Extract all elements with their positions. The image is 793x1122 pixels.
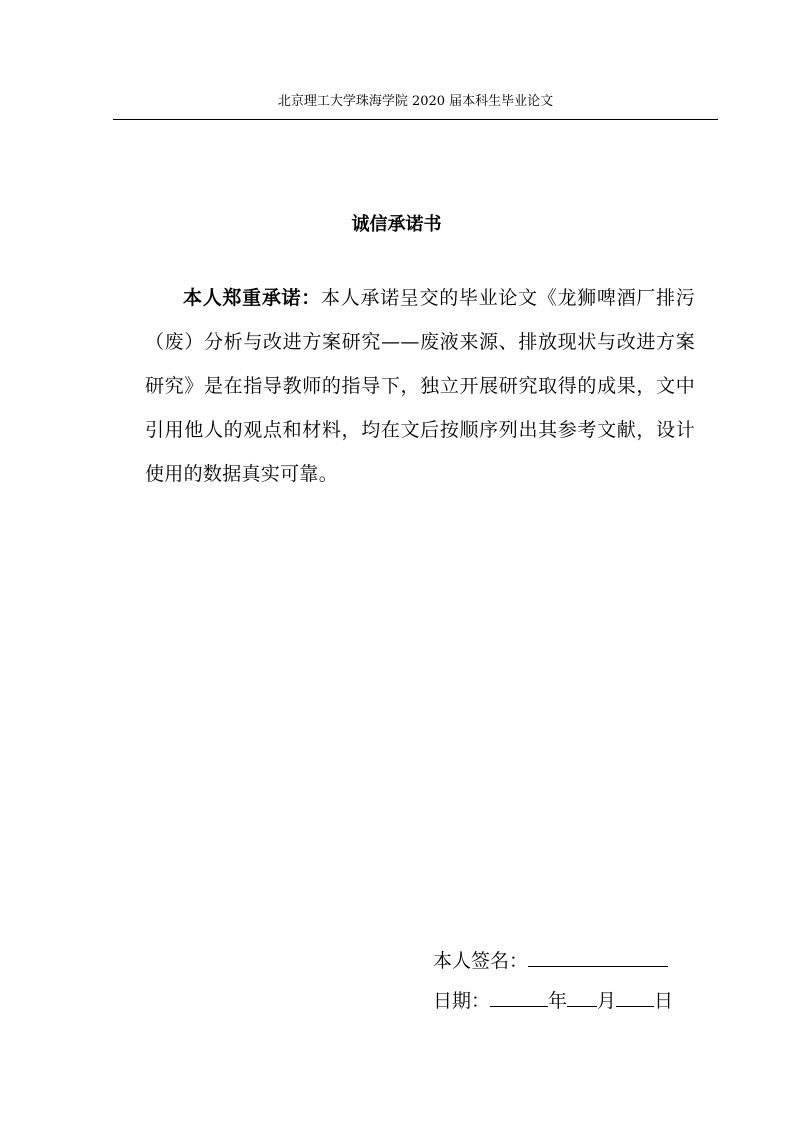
year-blank[interactable] [490,980,548,1007]
pledge-lead: 本人郑重承诺： [183,287,321,309]
signature-row [433,940,673,976]
pledge-body: 本人承诺呈交的毕业论文《龙狮啤酒厂排污（废）分析与改进方案研究——废液来源、排放现状与改进方案研究》是在指导教师的指导下，独立开展研究取得的成果，文中引用他人的观点和材料，均在文后按顺序列出其参考文献，设计使用的数据真实可靠。 [145,287,695,485]
month-blank[interactable] [567,980,597,1007]
signature-label: 本人签名： [433,950,529,972]
day-label: 日 [654,990,674,1012]
pledge-paragraph [145,276,695,496]
signature-block [433,940,673,1016]
signature-blank[interactable] [528,940,668,967]
page-header [113,92,718,120]
month-label: 月 [597,990,617,1012]
date-label: 日期： [433,990,491,1012]
date-row [433,980,673,1016]
year-label: 年 [548,990,568,1012]
document-title: 诚信承诺书 [351,214,442,235]
header-text: 北京理工大学珠海学院 2020 届本科生毕业论文 [277,94,554,109]
day-blank[interactable] [616,980,654,1007]
